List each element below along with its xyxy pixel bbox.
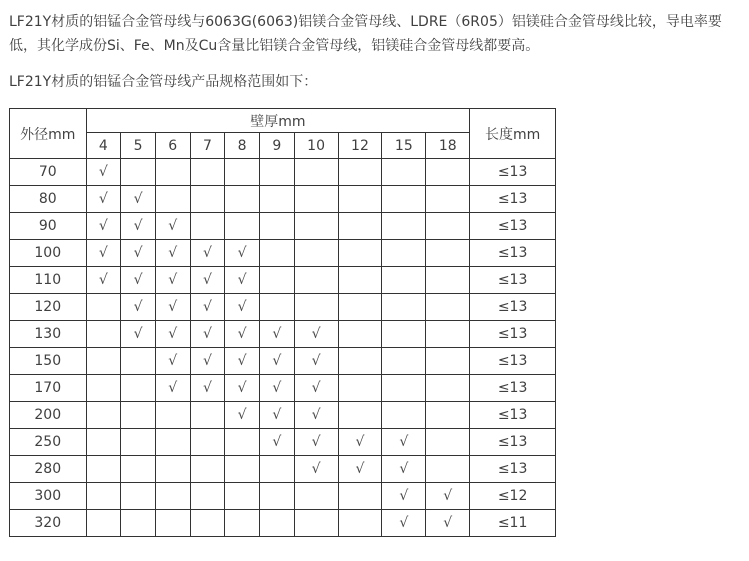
- empty-cell: [294, 186, 338, 213]
- empty-cell: [426, 186, 470, 213]
- check-cell: √: [294, 321, 338, 348]
- empty-cell: [259, 159, 294, 186]
- empty-cell: [86, 375, 121, 402]
- empty-cell: [121, 456, 156, 483]
- empty-cell: [190, 186, 225, 213]
- check-cell: √: [121, 186, 156, 213]
- empty-cell: [155, 186, 190, 213]
- empty-cell: [121, 510, 156, 537]
- table-row: [10, 483, 556, 510]
- check-cell: √: [86, 240, 121, 267]
- empty-cell: [190, 510, 225, 537]
- empty-cell: [225, 213, 260, 240]
- col-header-length: 长度mm: [470, 109, 556, 159]
- empty-cell: [294, 267, 338, 294]
- check-cell: √: [259, 402, 294, 429]
- check-cell: √: [382, 483, 426, 510]
- empty-cell: [259, 483, 294, 510]
- table-row: [10, 429, 556, 456]
- length-cell: ≤13: [470, 429, 556, 456]
- empty-cell: [382, 375, 426, 402]
- check-cell: √: [225, 402, 260, 429]
- empty-cell: [225, 483, 260, 510]
- empty-cell: [190, 213, 225, 240]
- check-cell: √: [225, 348, 260, 375]
- check-cell: √: [155, 294, 190, 321]
- check-cell: √: [225, 294, 260, 321]
- empty-cell: [294, 294, 338, 321]
- check-cell: √: [225, 240, 260, 267]
- empty-cell: [259, 213, 294, 240]
- empty-cell: [294, 213, 338, 240]
- spec-range-intro: LF21Y材质的铝锰合金管母线产品规格范围如下：: [9, 74, 318, 90]
- check-cell: √: [382, 429, 426, 456]
- empty-cell: [86, 402, 121, 429]
- spec-table-header: [10, 109, 556, 159]
- thickness-header-4: 4: [86, 133, 121, 159]
- check-cell: √: [225, 267, 260, 294]
- check-cell: √: [86, 186, 121, 213]
- check-cell: √: [86, 213, 121, 240]
- length-cell: ≤13: [470, 456, 556, 483]
- check-cell: √: [121, 213, 156, 240]
- length-cell: ≤13: [470, 267, 556, 294]
- length-cell: ≤13: [470, 294, 556, 321]
- thickness-header-6: 6: [155, 133, 190, 159]
- outer-diameter-cell: 100: [10, 240, 87, 267]
- empty-cell: [155, 159, 190, 186]
- empty-cell: [382, 213, 426, 240]
- empty-cell: [155, 510, 190, 537]
- length-cell: ≤13: [470, 321, 556, 348]
- check-cell: √: [259, 375, 294, 402]
- empty-cell: [338, 159, 382, 186]
- check-cell: √: [426, 510, 470, 537]
- empty-cell: [338, 186, 382, 213]
- empty-cell: [382, 348, 426, 375]
- check-cell: √: [382, 510, 426, 537]
- check-cell: √: [294, 402, 338, 429]
- empty-cell: [294, 483, 338, 510]
- empty-cell: [225, 510, 260, 537]
- check-cell: √: [155, 321, 190, 348]
- empty-cell: [426, 240, 470, 267]
- empty-cell: [86, 321, 121, 348]
- check-cell: √: [86, 159, 121, 186]
- check-cell: √: [294, 348, 338, 375]
- empty-cell: [426, 267, 470, 294]
- empty-cell: [190, 483, 225, 510]
- check-cell: √: [121, 240, 156, 267]
- check-cell: √: [225, 321, 260, 348]
- empty-cell: [86, 348, 121, 375]
- length-cell: ≤13: [470, 240, 556, 267]
- empty-cell: [86, 294, 121, 321]
- empty-cell: [382, 240, 426, 267]
- empty-cell: [259, 267, 294, 294]
- check-cell: √: [259, 348, 294, 375]
- empty-cell: [121, 375, 156, 402]
- thickness-header-15: 15: [382, 133, 426, 159]
- thickness-header-10: 10: [294, 133, 338, 159]
- thickness-header-5: 5: [121, 133, 156, 159]
- outer-diameter-cell: 320: [10, 510, 87, 537]
- table-row: [10, 402, 556, 429]
- check-cell: √: [190, 321, 225, 348]
- empty-cell: [86, 456, 121, 483]
- empty-cell: [338, 321, 382, 348]
- spec-table-body: [10, 159, 556, 537]
- header-row-top: [10, 109, 556, 133]
- length-cell: ≤13: [470, 348, 556, 375]
- length-cell: ≤11: [470, 510, 556, 537]
- empty-cell: [121, 483, 156, 510]
- check-cell: √: [155, 213, 190, 240]
- empty-cell: [225, 186, 260, 213]
- empty-cell: [225, 456, 260, 483]
- length-cell: ≤13: [470, 159, 556, 186]
- check-cell: √: [190, 375, 225, 402]
- outer-diameter-cell: 120: [10, 294, 87, 321]
- outer-diameter-cell: 70: [10, 159, 87, 186]
- empty-cell: [86, 429, 121, 456]
- empty-cell: [259, 186, 294, 213]
- check-cell: √: [155, 375, 190, 402]
- length-cell: ≤13: [470, 402, 556, 429]
- table-row: [10, 213, 556, 240]
- table-row: [10, 510, 556, 537]
- empty-cell: [338, 483, 382, 510]
- empty-cell: [190, 159, 225, 186]
- check-cell: √: [155, 267, 190, 294]
- table-row: [10, 267, 556, 294]
- length-cell: ≤13: [470, 213, 556, 240]
- empty-cell: [426, 321, 470, 348]
- outer-diameter-cell: 250: [10, 429, 87, 456]
- empty-cell: [155, 456, 190, 483]
- empty-cell: [155, 483, 190, 510]
- empty-cell: [121, 159, 156, 186]
- empty-cell: [259, 456, 294, 483]
- empty-cell: [259, 240, 294, 267]
- col-header-outer-diameter: 外径mm: [10, 109, 87, 159]
- empty-cell: [294, 240, 338, 267]
- table-row: [10, 294, 556, 321]
- empty-cell: [382, 294, 426, 321]
- empty-cell: [259, 510, 294, 537]
- empty-cell: [155, 429, 190, 456]
- empty-cell: [426, 456, 470, 483]
- thickness-header-18: 18: [426, 133, 470, 159]
- table-row: [10, 186, 556, 213]
- check-cell: √: [225, 375, 260, 402]
- empty-cell: [190, 456, 225, 483]
- empty-cell: [338, 294, 382, 321]
- table-row: [10, 375, 556, 402]
- outer-diameter-cell: 170: [10, 375, 87, 402]
- empty-cell: [190, 429, 225, 456]
- empty-cell: [426, 294, 470, 321]
- thickness-header-12: 12: [338, 133, 382, 159]
- check-cell: √: [155, 348, 190, 375]
- empty-cell: [259, 294, 294, 321]
- empty-cell: [225, 159, 260, 186]
- check-cell: √: [382, 456, 426, 483]
- outer-diameter-cell: 300: [10, 483, 87, 510]
- check-cell: √: [190, 294, 225, 321]
- length-cell: ≤12: [470, 483, 556, 510]
- outer-diameter-cell: 110: [10, 267, 87, 294]
- outer-diameter-cell: 130: [10, 321, 87, 348]
- check-cell: √: [190, 240, 225, 267]
- empty-cell: [86, 510, 121, 537]
- empty-cell: [382, 321, 426, 348]
- check-cell: √: [190, 348, 225, 375]
- empty-cell: [294, 159, 338, 186]
- check-cell: √: [426, 483, 470, 510]
- outer-diameter-cell: 150: [10, 348, 87, 375]
- empty-cell: [225, 429, 260, 456]
- col-header-wall-thickness: 壁厚mm: [86, 109, 470, 133]
- empty-cell: [121, 348, 156, 375]
- outer-diameter-cell: 280: [10, 456, 87, 483]
- check-cell: √: [86, 267, 121, 294]
- empty-cell: [426, 429, 470, 456]
- empty-cell: [121, 429, 156, 456]
- empty-cell: [338, 348, 382, 375]
- empty-cell: [382, 402, 426, 429]
- check-cell: √: [338, 456, 382, 483]
- empty-cell: [382, 267, 426, 294]
- empty-cell: [426, 213, 470, 240]
- check-cell: √: [259, 321, 294, 348]
- check-cell: √: [121, 321, 156, 348]
- outer-diameter-cell: 90: [10, 213, 87, 240]
- empty-cell: [86, 483, 121, 510]
- outer-diameter-cell: 80: [10, 186, 87, 213]
- table-row: [10, 348, 556, 375]
- empty-cell: [382, 186, 426, 213]
- empty-cell: [426, 348, 470, 375]
- check-cell: √: [190, 267, 225, 294]
- check-cell: √: [338, 429, 382, 456]
- table-row: [10, 159, 556, 186]
- empty-cell: [426, 402, 470, 429]
- empty-cell: [338, 213, 382, 240]
- empty-cell: [294, 510, 338, 537]
- empty-cell: [121, 402, 156, 429]
- check-cell: √: [294, 456, 338, 483]
- empty-cell: [338, 375, 382, 402]
- length-cell: ≤13: [470, 186, 556, 213]
- spec-table: [9, 108, 556, 537]
- empty-cell: [382, 159, 426, 186]
- empty-cell: [338, 510, 382, 537]
- check-cell: √: [294, 375, 338, 402]
- intro-paragraph: LF21Y材质的铝锰合金管母线与6063G(6063)铝镁合金管母线、LDRE（6R05）铝镁硅合金管母线比较，导电率要低，其化学成份Si、Fe、Mn及Cu含量比铝镁合金管母线，铝镁硅合金管母线都要高。: [9, 14, 722, 54]
- empty-cell: [338, 240, 382, 267]
- table-row: [10, 321, 556, 348]
- thickness-header-7: 7: [190, 133, 225, 159]
- thickness-header-8: 8: [225, 133, 260, 159]
- check-cell: √: [155, 240, 190, 267]
- table-row: [10, 240, 556, 267]
- check-cell: √: [121, 267, 156, 294]
- thickness-header-9: 9: [259, 133, 294, 159]
- empty-cell: [338, 402, 382, 429]
- check-cell: √: [121, 294, 156, 321]
- length-cell: ≤13: [470, 375, 556, 402]
- table-row: [10, 456, 556, 483]
- empty-cell: [426, 375, 470, 402]
- outer-diameter-cell: 200: [10, 402, 87, 429]
- check-cell: √: [294, 429, 338, 456]
- empty-cell: [426, 159, 470, 186]
- empty-cell: [190, 402, 225, 429]
- check-cell: √: [259, 429, 294, 456]
- empty-cell: [338, 267, 382, 294]
- empty-cell: [155, 402, 190, 429]
